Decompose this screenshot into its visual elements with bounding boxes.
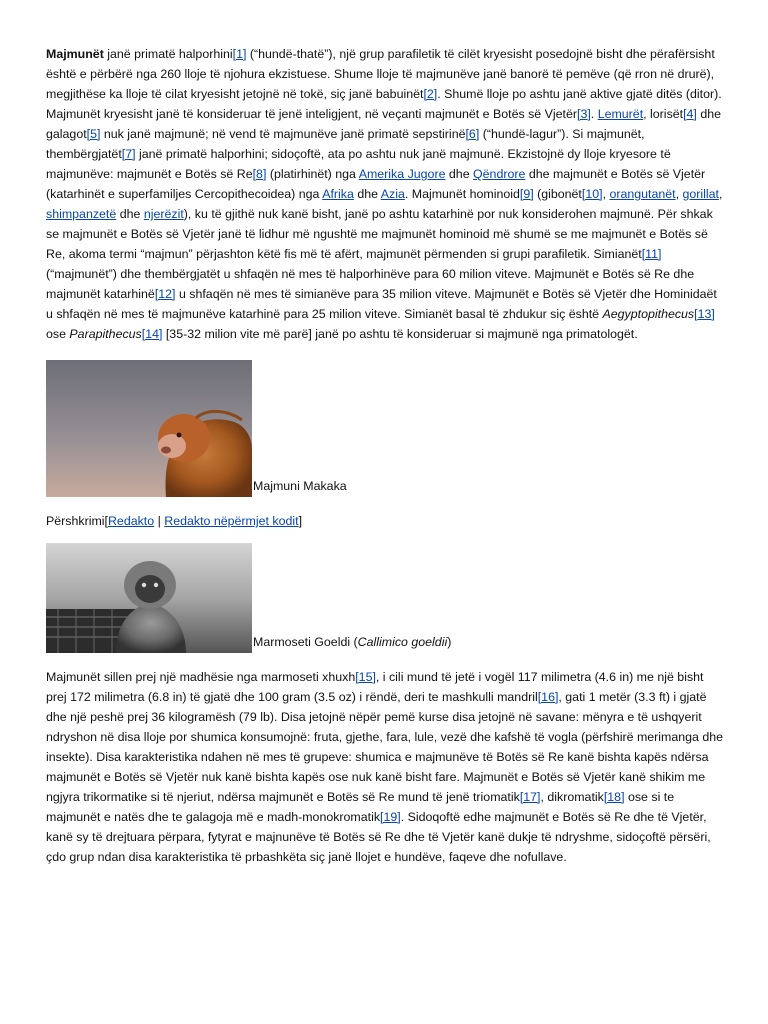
bold-term: Majmunët (46, 47, 104, 61)
link-njerezit[interactable]: njerëzit (143, 207, 184, 221)
italic-genus-parapithecus: Parapithecus (69, 327, 142, 341)
text-run: (platirhinët) nga (266, 167, 359, 181)
text-run: dhe (353, 187, 381, 201)
figure-caption-macaque: Majmuni Makaka (253, 479, 347, 493)
reference-link-14[interactable]: [14] (141, 327, 163, 341)
reference-link-1[interactable]: [1] (232, 47, 247, 61)
article-body (46, 44, 726, 867)
text-run: . Majmunët hominoid (404, 187, 520, 201)
reference-link-7[interactable]: [7] (121, 147, 136, 161)
text-run: , (602, 187, 610, 201)
reference-link-17[interactable]: [17] (519, 790, 541, 804)
caption-species-name: Callimico goeldii (357, 635, 448, 649)
reference-link-2[interactable]: [2] (423, 87, 438, 101)
text-run: dhe majmunët e Botës së Vjetër (katarhinët e superfamiljes Cercopithecoidea) nga (46, 167, 706, 201)
link-afrika[interactable]: Afrika (322, 187, 354, 201)
reference-link-12[interactable]: [12] (154, 287, 176, 301)
text-run: Majmunët sillen prej një madhësie nga marmoseti xhuxh (46, 670, 356, 684)
text-run: janë primatë halporhini; sidoçoftë, ata po ashtu nuk janë majmunë. Ekzistojnë dy lloje kryesore të majmunëve: majmunët e Botës së Re (46, 147, 671, 181)
reference-link-9[interactable]: [9] (519, 187, 534, 201)
figure-caption-goeldi (253, 632, 451, 652)
bracket-open: [ (104, 514, 108, 528)
link-amerika-jugore[interactable]: Amerika Jugore (358, 167, 446, 181)
text-run: ose (46, 327, 70, 341)
text-run: dhe (445, 167, 474, 181)
text-run: janë primatë halporhini (103, 47, 233, 61)
text-run: dhe galagot (46, 107, 721, 141)
reference-link-8[interactable]: [8] (252, 167, 267, 181)
edit-source-link[interactable]: Redakto nëpërmjet kodit (164, 514, 299, 528)
text-run: u shfaqën në mes të simianëve para 35 milion viteve. Majmunët e Botës së Vjetër dhe Hominidaët u shfaqën në mes të majmunëve katarhinë para 25 milion viteve. Simianët basal të zhdukur siç është (46, 287, 717, 321)
macaque-photo[interactable] (46, 360, 252, 497)
bracket-close: ] (298, 514, 303, 528)
reference-link-10[interactable]: [10] (581, 187, 603, 201)
link-lemuret[interactable]: Lemurët (597, 107, 644, 121)
text-run: (“hundë-thatë”), një grup parafiletik të cilët kryesisht posedojnë bisht dhe përafërsisht është e përbërë nga 260 lloje të njohura ekzistuese. Shume lloje të majmunëve janë banorë të pemëve (që rron në drurë), megjithëse ka lloje të cilat kryesisht jetojnë në tokë, siç janë babuinët (46, 47, 715, 101)
figure-macaque (46, 360, 726, 497)
reference-link-4[interactable]: [4] (683, 107, 697, 121)
text-run: [35-32 milion vite më parë] janë po ashtu të konsideruar si majmunë nga primatologët. (162, 327, 638, 341)
link-gorillat[interactable]: gorillat (682, 187, 719, 201)
text-run: . (590, 107, 598, 121)
goeldi-marmoset-photo[interactable] (46, 543, 252, 653)
link-qendrore[interactable]: Qëndrore (473, 167, 526, 181)
text-run: (gibonët (533, 187, 582, 201)
reference-link-18[interactable]: [18] (603, 790, 625, 804)
text-run: . Shumë lloje po ashtu janë aktive gjatë ditës (ditor). Majmunët kryesisht janë të konsideruar të jenë inteligjent, në veçanti majmunët e Botës së Vjetër (46, 87, 722, 121)
reference-link-15[interactable]: [15] (355, 670, 376, 684)
text-run: nuk janë majmunë; në vend të majmunëve janë primatë sepstirinë (100, 127, 466, 141)
link-shimpanzete[interactable]: shimpanzetë (46, 207, 117, 221)
figure-goeldi-marmoset (46, 543, 726, 653)
reference-link-11[interactable]: [11] (641, 247, 662, 261)
text-run: , (719, 187, 723, 201)
text-run: , i cili mund të jetë i vogël 117 milimetra (4.6 in) me një bisht prej 172 milimetra (6.8 in) të gjatë dhe 100 gram (3.5 oz) i rëndë, deri te mashkulli mandril (46, 670, 704, 704)
marmoset-illustration (46, 543, 252, 653)
description-paragraph (46, 667, 726, 867)
section-label: Përshkrimi (46, 514, 105, 528)
link-azia[interactable]: Azia (380, 187, 405, 201)
reference-link-6[interactable]: [6] (465, 127, 480, 141)
text-run: ), ku të gjithë nuk kanë bisht, janë po ashtu katarhinë por nuk konsiderohen majmunë. Për shkak se majmunët e Botës së Vjetër janë të lidhur më ngushtë me majmunët hominoid më shumë se me majmunët e Botës së Re, akoma termi “majmun” përjashton këtë fis më të afërt, majmunët përmenden si grupi parafiletik. Simianët (46, 207, 713, 261)
text-run: (“majmunët”) dhe thembërgjatët u shfaqën në mes të halporhinëve para 60 milion viteve. Majmunët e Botës së Re dhe majmunët katarhinë (46, 267, 695, 301)
text-run: , dikromatik (540, 790, 604, 804)
caption-text: Marmoseti Goeldi ( (253, 635, 358, 649)
intro-paragraph (46, 44, 726, 344)
reference-link-19[interactable]: [19] (380, 810, 401, 824)
text-run: . Sidoqoftë edhe majmunët e Botës së Re dhe të Vjetër, kanë sy të drejtuara përpara, fytyrat e majnunëve të Botës së Re dhe të Vjetër kanë dukje të ndryshme, sidoçoftë përsëri, çdo grup ndan disa karakteristika të prbashkëta siç janë llojet e hundëve, faqeve dhe nofullave. (46, 810, 711, 864)
text-run: dhe (116, 207, 144, 221)
edit-link[interactable]: Redakto (107, 514, 155, 528)
text-run: , lorisët (643, 107, 684, 121)
link-orangutanet[interactable]: orangutanët (609, 187, 676, 201)
text-run: , gati 1 metër (3.3 ft) i gjatë dhe një peshë prej 36 kilogramësh (79 lb). Disa jetojnë nëpër pemë kurse disa jetojnë në savane: mënyra e të ushqyerit ndryshon në disa lloje por shumica konsumojnë: fruta, gjethe, fara, lule, vezë dhe kafshë të vogla (përfshirë merimanga dhe insekte). Disa karakteristika ndahen në mes të grupeve: shumica e majmunëve të Botës së Re kanë bishta kapës ndërsa majmunët e Botës së Vjetër nuk kanë bishta kapës ose nuk kanë bisht fare. Majmunët e Botës së Vjetër kanë shikim me ngjyra trikormatike si të njeriut, ndërsa majmunët e Botës së Re mund të jenë triomatik (46, 690, 724, 804)
reference-link-3[interactable]: [3] (577, 107, 591, 121)
reference-link-16[interactable]: [16] (537, 690, 559, 704)
text-run: (“hundë-lagur”). Si majmunët, thembërgjatët (46, 127, 645, 161)
caption-text: ) (447, 635, 452, 649)
text-run: , (675, 187, 683, 201)
reference-link-13[interactable]: [13] (694, 307, 715, 321)
reference-link-5[interactable]: [5] (86, 127, 101, 141)
macaque-illustration (46, 360, 252, 497)
separator: | (154, 514, 165, 528)
text-run: ose si te majmunët e natës dhe te galagoja më e madh-monokromatik (46, 790, 675, 824)
section-heading-description (46, 511, 726, 531)
italic-genus-aegyptopithecus: Aegyptopithecus (602, 307, 695, 321)
